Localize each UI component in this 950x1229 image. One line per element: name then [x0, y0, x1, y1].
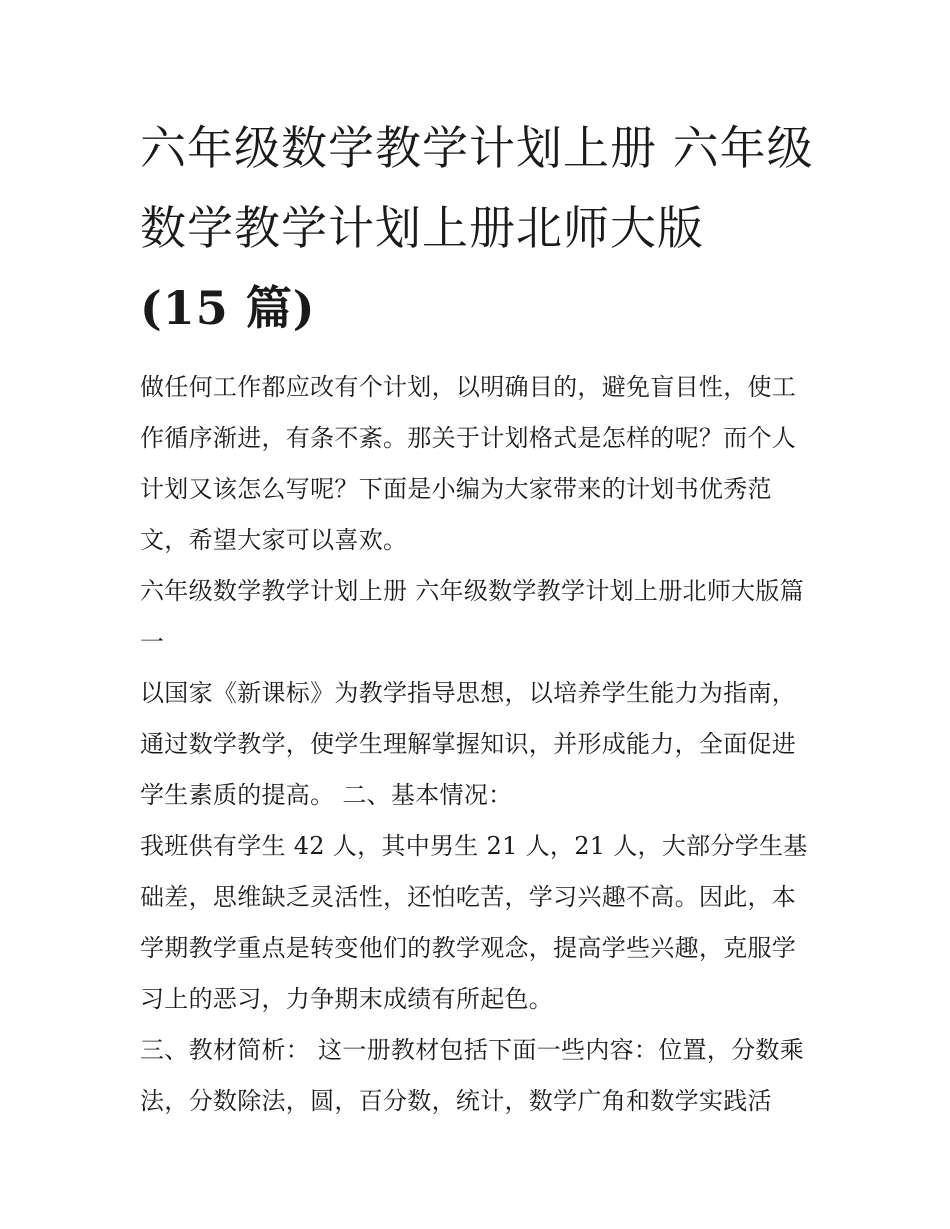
guiding-thought-paragraph: 以国家《新课标》为教学指导思想，以培养学生能力为指南，通过数学教学，使学生理解掌握知识，并形成能力，全面促进学生素质的提高。 二、基本情况：: [140, 679, 797, 809]
document-title: [140, 108, 815, 348]
document-page: [140, 108, 815, 1127]
intro-paragraph: 做任何工作都应改有个计划，以明确目的，避免盲目性，使工作循序渐进，有条不紊。那关于计划格式是怎样的呢？而个人计划又该怎么写呢？下面是小编为大家带来的计划书优秀范文，希望大家可以喜欢。: [140, 373, 797, 554]
title-text: 六年级数学教学计划上册 六年级数学教学计划上册北师大版: [140, 121, 814, 255]
section-heading: 六年级数学教学计划上册 六年级数学教学计划上册北师大版篇一: [140, 577, 805, 656]
textbook-analysis-paragraph: 三、教材简析： 这一册教材包括下面一些内容：位置，分数乘法，分数除法，圆，百分数，统计，数学广角和数学实践活: [140, 1036, 805, 1115]
title-count: (15 篇): [140, 281, 316, 335]
class-situation-paragraph: 我班供有学生 42 人，其中男生 21 人，21 人，大部分学生基础差，思维缺乏灵活性，还怕吃苦，学习兴趣不高。因此，本学期教学重点是转变他们的教学观念，提高学些兴趣，克服学习上的恶习，力争期末成绩有所起色。: [140, 832, 808, 1013]
